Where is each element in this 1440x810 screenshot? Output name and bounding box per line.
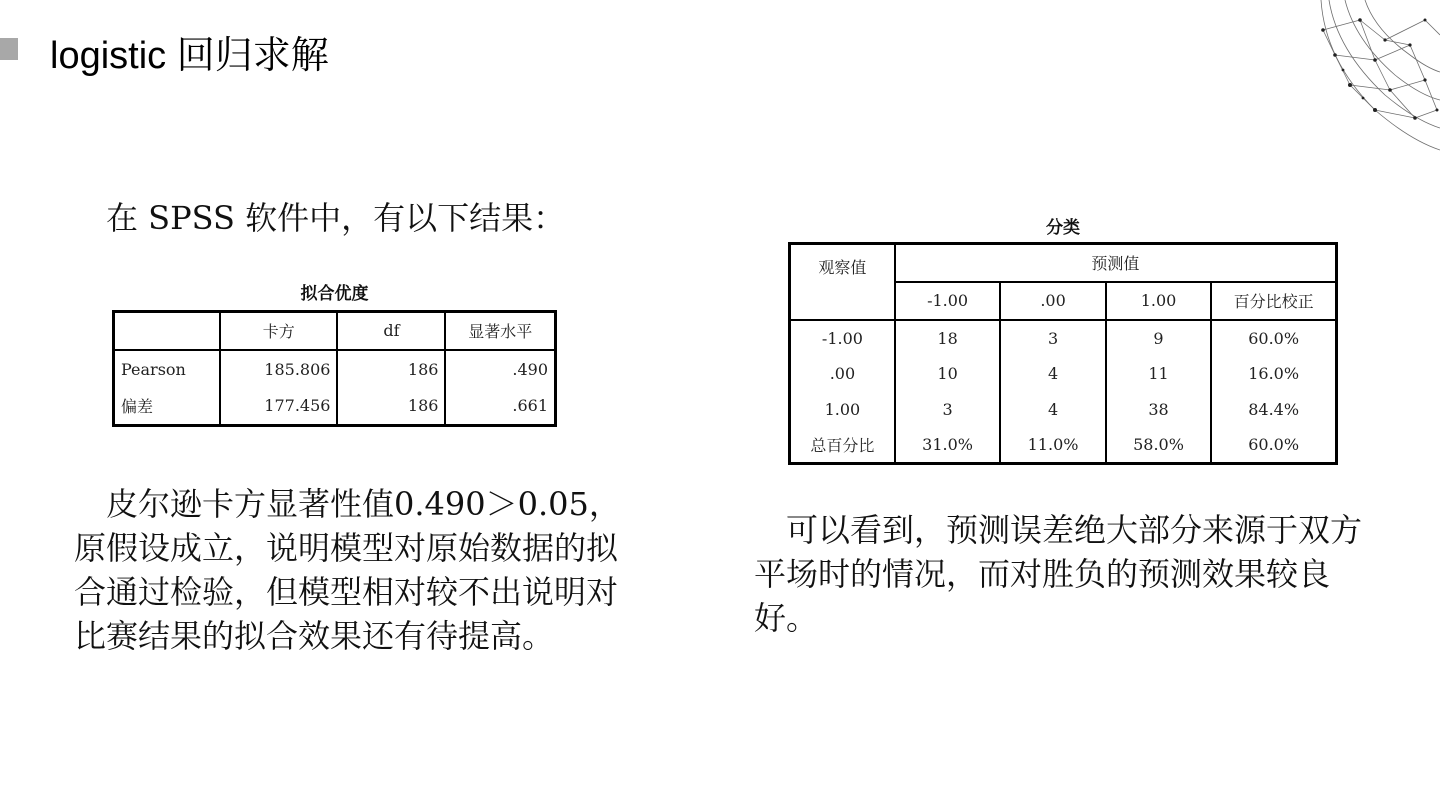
- table-header-row: [114, 312, 556, 350]
- title-marker: [0, 38, 18, 60]
- table-row: [790, 428, 1337, 464]
- table-cell: 186: [337, 388, 445, 426]
- row-label: 总百分比: [790, 428, 895, 464]
- table-cell: 60.0%: [1211, 320, 1336, 356]
- table-cell: 38: [1106, 392, 1211, 428]
- goodness-table-caption: 拟合优度: [300, 284, 369, 304]
- predicted-header: 预测值: [895, 244, 1337, 282]
- classification-table: [788, 242, 1338, 465]
- table-cell: 185.806: [220, 350, 337, 388]
- table-cell: 16.0%: [1211, 356, 1336, 392]
- row-label: .00: [790, 356, 895, 392]
- table-header-cell: 显著水平: [445, 312, 555, 350]
- table-header-cell: .00: [1000, 282, 1105, 320]
- network-globe-icon: [1315, 0, 1440, 155]
- slide-title: logistic 回归求解: [50, 35, 329, 77]
- right-paragraph: [754, 508, 1364, 640]
- row-label: Pearson: [114, 350, 221, 388]
- left-text: 皮尔逊卡方显著性值0.490＞0.05，原假设成立，说明模型对原始数据的拟合通过检验，但模型相对较不出说明对比赛结果的拟合效果还有待提高。: [74, 485, 621, 655]
- right-text: 可以看到，预测误差绝大部分来源于双方平场时的情况，而对胜负的预测效果较良好。: [754, 511, 1363, 637]
- table-cell: 3: [895, 392, 1000, 428]
- table-cell: 18: [895, 320, 1000, 356]
- table-header-row: [790, 244, 1337, 282]
- table-row: [790, 356, 1337, 392]
- table-cell: 177.456: [220, 388, 337, 426]
- left-paragraph: [74, 482, 649, 658]
- table-row: [790, 392, 1337, 428]
- table-cell: 84.4%: [1211, 392, 1336, 428]
- table-cell: 9: [1106, 320, 1211, 356]
- table-cell: .661: [445, 388, 555, 426]
- intro-text: 在 SPSS 软件中，有以下结果：: [106, 199, 566, 237]
- row-label: -1.00: [790, 320, 895, 356]
- table-cell: 4: [1000, 392, 1105, 428]
- table-cell: 4: [1000, 356, 1105, 392]
- table-header-cell: df: [337, 312, 445, 350]
- table-cell: 60.0%: [1211, 428, 1336, 464]
- table-row: [114, 388, 556, 426]
- table-row: [790, 320, 1337, 356]
- table-cell: 11.0%: [1000, 428, 1105, 464]
- table-cell: 58.0%: [1106, 428, 1211, 464]
- table-header-cell: -1.00: [895, 282, 1000, 320]
- table-header-cell: [114, 312, 221, 350]
- row-label: 1.00: [790, 392, 895, 428]
- table-row: [114, 350, 556, 388]
- table-cell: 10: [895, 356, 1000, 392]
- table-cell: 31.0%: [895, 428, 1000, 464]
- table-cell: 3: [1000, 320, 1105, 356]
- table-cell: 11: [1106, 356, 1211, 392]
- table-cell: .490: [445, 350, 555, 388]
- observed-header: 观察值: [790, 244, 895, 320]
- table-cell: 186: [337, 350, 445, 388]
- classification-table-caption: 分类: [1046, 218, 1080, 238]
- row-label: 偏差: [114, 388, 221, 426]
- table-header-cell: 1.00: [1106, 282, 1211, 320]
- table-header-cell: 卡方: [220, 312, 337, 350]
- goodness-of-fit-table: [112, 310, 557, 427]
- intro-paragraph: [74, 196, 574, 240]
- table-header-cell: 百分比校正: [1211, 282, 1336, 320]
